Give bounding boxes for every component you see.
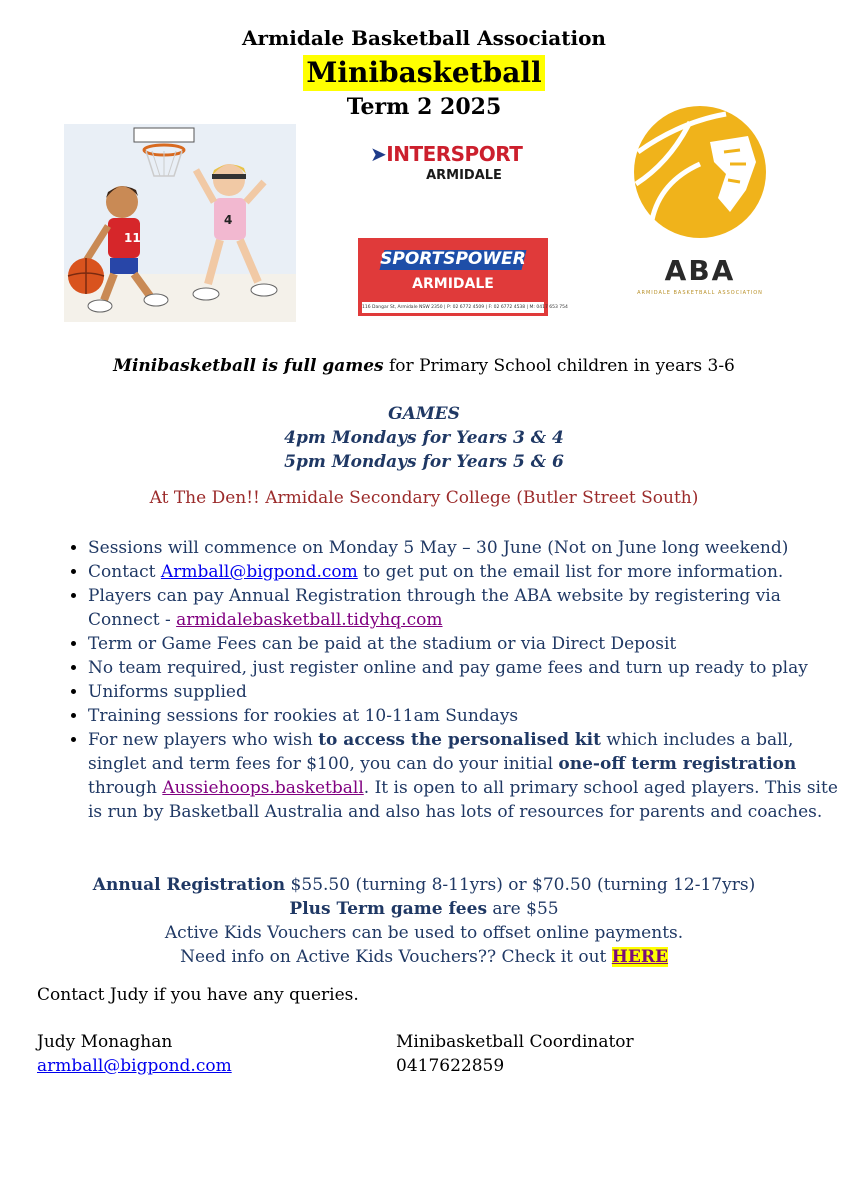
list-item <box>88 680 848 704</box>
vouchers-info <box>0 945 848 969</box>
bullet-text: to get put on the email list for more information. <box>357 562 784 582</box>
aba-logo <box>630 102 770 302</box>
term-text: are $55 <box>487 899 559 919</box>
program-title: Minibasketball <box>303 55 544 91</box>
sportspower-contact: 116 Dangar St, Armidale NSW 2350 | P: 02 6772 4509 | F: 02 6772 4538 | M: 0417 653 754 <box>362 302 544 313</box>
registration-block <box>0 873 848 969</box>
list-item <box>88 704 848 728</box>
kids-basketball-illustration <box>64 124 296 322</box>
svg-text:4: 4 <box>224 213 233 227</box>
signature-left <box>37 1030 232 1078</box>
annual-registration <box>0 873 848 897</box>
contact-line: Contact Judy if you have any queries. <box>37 985 359 1005</box>
games-block <box>0 402 848 474</box>
term-fees <box>0 897 848 921</box>
games-line-1: 4pm Mondays for Years 3 & 4 <box>284 428 564 448</box>
contact-name: Judy Monaghan <box>37 1032 173 1052</box>
bullet-bold: one-off term registration <box>558 754 797 774</box>
signature-right <box>396 1030 634 1078</box>
aussiehoops-link[interactable]: Aussiehoops.basketball <box>162 778 364 798</box>
aba-fullname: ARMIDALE BASKETBALL ASSOCIATION <box>637 290 763 296</box>
sportspower-location: ARMIDALE <box>412 276 494 292</box>
vouchers-line: Active Kids Vouchers can be used to offset online payments. <box>164 923 684 943</box>
org-title: Armidale Basketball Association <box>242 26 606 50</box>
contact-role: Minibasketball Coordinator <box>396 1032 634 1052</box>
intersport-logo: ➤INTERSPORT ARMIDALE <box>370 142 538 184</box>
program-title-wrap <box>0 55 848 91</box>
list-item <box>88 536 848 560</box>
bullet-text: . It is open to all primary school aged players. This site is run by Basketball Australia and also has lots of resources for parents and coaches. <box>88 778 838 822</box>
intro-bold: Minibasketball is full games <box>113 356 384 376</box>
bullet-text: which includes a ball, singlet and term fees for $100, you can do your initial <box>88 730 794 774</box>
aba-letters: ABA <box>664 254 736 287</box>
sportspower-logo <box>358 238 568 316</box>
bullet-text: Contact <box>88 562 161 582</box>
term-title: Term 2 2025 <box>346 94 502 120</box>
intersport-brand: INTERSPORT <box>386 142 523 166</box>
email-link[interactable]: Armball@bigpond.com <box>160 562 358 582</box>
intro-line <box>0 356 848 376</box>
annual-label: Annual Registration <box>92 875 286 895</box>
sportspower-brand: SPORTSPOWER <box>380 249 526 269</box>
bullet-text: Players can pay Annual Registration through the ABA website by registering via Connect - <box>88 586 781 630</box>
info-text: Need info on Active Kids Vouchers?? Check it out <box>180 947 612 967</box>
bullet-text: Uniforms supplied <box>88 682 247 702</box>
bullet-text: Sessions will commence on Monday 5 May – 30 June (Not on June long weekend) <box>88 538 789 558</box>
info-bullets <box>56 536 848 824</box>
list-item <box>88 560 848 584</box>
bullet-bold: to access the personalised kit <box>318 730 601 750</box>
bullet-text: Training sessions for rookies at 10-11am Sundays <box>88 706 519 726</box>
intersport-location: ARMIDALE <box>426 168 502 183</box>
aba-ball-icon <box>630 102 770 252</box>
list-item <box>88 584 848 632</box>
games-heading: GAMES <box>388 404 460 424</box>
contact-email-link[interactable]: armball@bigpond.com <box>37 1056 232 1076</box>
bullet-text: For new players who wish <box>88 730 319 750</box>
bullet-text: through <box>88 778 163 798</box>
annual-text: $55.50 (turning 8-11yrs) or $70.50 (turning 12-17yrs) <box>285 875 756 895</box>
bullet-text: Term or Game Fees can be paid at the stadium or via Direct Deposit <box>88 634 677 654</box>
bullet-text: No team required, just register online and pay game fees and turn up ready to play <box>88 658 808 678</box>
svg-text:11: 11 <box>124 231 141 245</box>
list-item <box>88 728 848 824</box>
games-line-2: 5pm Mondays for Years 5 & 6 <box>284 452 564 472</box>
list-item <box>88 656 848 680</box>
intro-rest: for Primary School children in years 3-6 <box>383 356 735 376</box>
venue-line: At The Den!! Armidale Secondary College (Butler Street South) <box>149 488 699 508</box>
contact-phone: 0417622859 <box>396 1056 505 1076</box>
here-link[interactable]: HERE <box>611 947 668 967</box>
tidyhq-link[interactable]: armidalebasketball.tidyhq.com <box>176 610 443 630</box>
list-item <box>88 632 848 656</box>
term-label: Plus Term game fees <box>289 899 488 919</box>
